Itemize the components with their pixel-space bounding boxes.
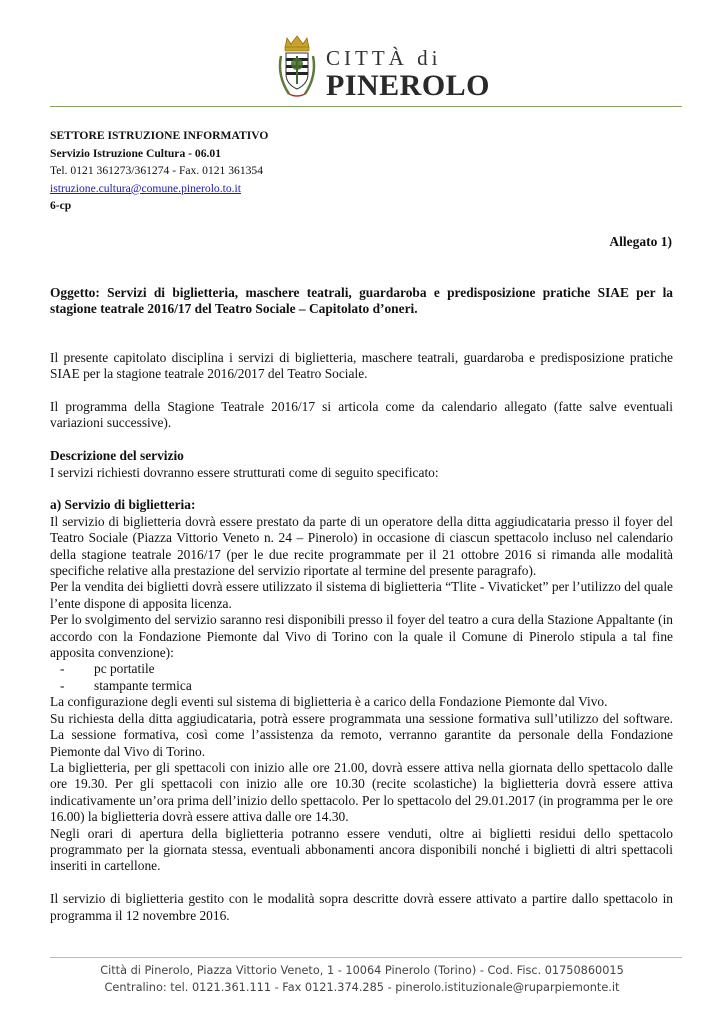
paragraph-ticketing-2: Per la vendita dei biglietti dovrà essere utilizzato il sistema di biglietteria “Tlite - Vivaticket” per l’utilizzo del quale l’ente dispone di apposita licenza. [50, 579, 673, 611]
city-crest-icon [275, 34, 319, 102]
equipment-list [50, 661, 673, 694]
paragraph-ticketing-8: Il servizio di biglietteria gestito con le modalità sopra descritte dovrà essere attivato a partire dallo spettacolo in programma il 12 novembre 2016. [50, 891, 673, 923]
paragraph-ticketing-1: Il servizio di biglietteria dovrà essere prestato da parte di un operatore della ditta aggiudicataria presso il foyer del Teatro Sociale (Piazza Vittorio Veneto n. 24 – Pinerolo) in occasione di ciascun spettacolo incluso nel calendario della stagione teatrale 2016/17 (per le due recite programmate per il 21 ottobre 2016 si rimanda alle modalità specifiche relative alla prestazione del servizio riportate al termine del presente paragrafo). [50, 513, 673, 579]
paragraph-ticketing-5: Su richiesta della ditta aggiudicataria, potrà essere programmata una sessione formativa sull’utilizzo del software. La sessione formativa, così come l’assistenza da remoto, verranno garantite da personale della Fondazione Piemonte dal Vivo di Torino. [50, 710, 673, 759]
sender-block [50, 127, 268, 215]
sender-service: Servizio Istruzione Cultura - 06.01 [50, 146, 221, 160]
letterhead [0, 26, 724, 108]
attachment-label: Allegato 1) [609, 234, 672, 249]
sender-department: SETTORE ISTRUZIONE INFORMATIVO [50, 129, 269, 142]
footer-divider [50, 957, 682, 958]
document-body [50, 285, 673, 924]
sender-email-link[interactable]: istruzione.cultura@comune.pinerolo.to.it [50, 181, 241, 195]
paragraph-ticketing-4: La configurazione degli eventi sul sistema di biglietteria è a carico della Fondazione Piemonte dal Vivo. [50, 694, 608, 710]
paragraph-program: Il programma della Stagione Teatrale 2016/17 si articola come da calendario allegato (fatte salve eventuali variazioni successive). [50, 399, 673, 431]
list-item: - pc portatile [50, 661, 673, 677]
list-item: - stampante termica [50, 678, 673, 694]
paragraph-ticketing-3: Per lo svolgimento del servizio saranno resi disponibili presso il foyer del teatro a cura della Stazione Appaltante (in accordo con la Fondazione Piemonte dal Vivo di Torino con la quale il Comune di Pinerolo stipula a tal fine apposita convenzione): [50, 612, 673, 661]
sender-phone: Tel. 0121 361273/361274 - Fax. 0121 361354 [50, 164, 264, 177]
paragraph-description: I servizi richiesti dovranno essere strutturati come di seguito specificato: [50, 464, 439, 480]
paragraph-ticketing-7: Negli orari di apertura della biglietteria potranno essere venduti, oltre ai biglietti residui dello spettacolo programmato per la giornata stessa, eventuali abbonamenti ancora disponibili nonché i biglietti di altri spettacoli inseriti in cartellone. [50, 825, 673, 874]
paragraph-ticketing-6: La biglietteria, per gli spettacoli con inizio alle ore 21.00, dovrà essere attiva nella giornata dello spettacolo dalle ore 19.30. Per gli spettacoli con inizio alle ore 10.30 (recite scolastiche) la biglietteria dovrà essere attiva indicativamente un’ora prima dell’inizio dello spettacolo. Per lo spettacolo del 29.01.2017 (in programma per le ore 16.00) la biglietteria dovrà essere attiva dalle ore 14.30. [50, 759, 673, 825]
section-heading-description: Descrizione del servizio [50, 448, 184, 464]
footer-contacts: Centralino: tel. 0121.361.111 - Fax 0121.374.285 - pinerolo.istituzionale@ruparpiemonte.it [104, 981, 620, 994]
section-heading-ticketing: a) Servizio di biglietteria: [50, 497, 196, 513]
paragraph-intro: Il presente capitolato disciplina i servizi di biglietteria, maschere teatrali, guardaroba e predisposizione pratiche SIAE per la stagione teatrale 2016/2017 del Teatro Sociale. [50, 349, 673, 382]
city-prefix: CITTÀ di [326, 46, 442, 70]
header-divider [50, 106, 682, 107]
footer [0, 962, 724, 996]
footer-address: Città di Pinerolo, Piazza Vittorio Veneto, 1 - 10064 Pinerolo (Torino) - Cod. Fisc. 01750860015 [100, 964, 624, 977]
sender-reference: 6-cp [50, 199, 72, 212]
subject: Oggetto: Servizi di biglietteria, maschere teatrali, guardaroba e predisposizione pratiche SIAE per la stagione teatrale 2016/17 del Teatro Sociale – Capitolato d’oneri. [50, 285, 673, 317]
city-name: PINEROLO [326, 69, 491, 102]
